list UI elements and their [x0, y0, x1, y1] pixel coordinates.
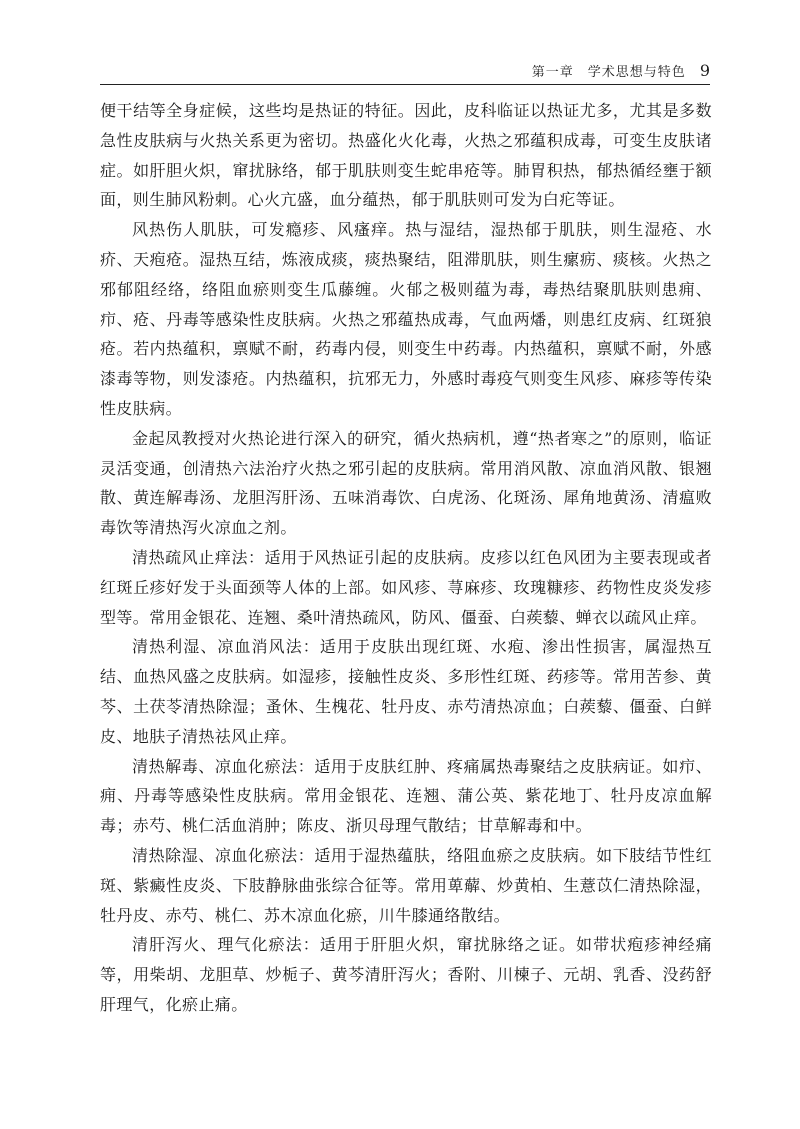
paragraph-method: 清热疏风止痒法：适用于风热证引起的皮肤病。皮疹以红色风团为主要表现或者红斑丘疹好发于头面颈等人体的上部。如风疹、荨麻疹、玫瑰糠疹、药物性皮炎发疹型等。常用金银花、连翘、桑叶清热疏风，防风、僵蚕、白蒺藜、蝉衣以疏风止痒。 — [100, 547, 712, 627]
chapter-title: 第一章 学术思想与特色 — [531, 65, 686, 80]
paragraph-method: 清热利湿、凉血消风法：适用于皮肤出现红斑、水疱、渗出性损害，属湿热互结、血热风盛之皮肤病。如湿疹，接触性皮炎、多形性红斑、药疹等。常用苦参、黄芩、土茯苓清热除湿；蚤休、生槐花、牡丹皮、赤芍清热凉血；白蒺藜、僵蚕、白鲜皮、地肤子清热祛风止痒。 — [100, 637, 712, 746]
paragraph: 风热伤人肌肤，可发瘾疹、风瘙痒。热与湿结，湿热郁于肌肤，则生湿疮、水疥、天疱疮。湿热互结，炼液成痰，痰热聚结，阻滞肌肤，则生瘰疬、痰核。火热之邪郁阻经络，络阻血瘀则变生瓜藤缠。火郁之极则蕴为毒，毒热结聚肌肤则患痈、疖、疮、丹毒等感染性皮肤病。火热之邪蕴热成毒，气血两燔，则患红皮病、红斑狼疮。若内热蕴积，禀赋不耐，药毒内侵，则变生中药毒。内热蕴积，禀赋不耐，外感漆毒等物，则发漆疮。内热蕴积，抗邪无力，外感时毒疫气则变生风疹、麻疹等传染性皮肤病。 — [100, 220, 712, 418]
paragraph-method: 清热解毒、凉血化瘀法：适用于皮肤红肿、疼痛属热毒聚结之皮肤病证。如疖、痈、丹毒等感染性皮肤病。常用金银花、连翘、蒲公英、紫花地丁、牡丹皮凉血解毒；赤芍、桃仁活血消肿；陈皮、浙贝母理气散结；甘草解毒和中。 — [100, 756, 712, 836]
body-text — [100, 96, 712, 1020]
paragraph-method: 清肝泻火、理气化瘀法：适用于肝胆火炽，窜扰脉络之证。如带状疱疹神经痛等，用柴胡、龙胆草、炒栀子、黄芩清肝泻火；香附、川楝子、元胡、乳香、没药舒肝理气，化瘀止痛。 — [100, 935, 712, 1014]
paragraph-continued: 便干结等全身症候，这些均是热证的特征。因此，皮科临证以热证尤多，尤其是多数急性皮肤病与火热关系更为密切。热盛化火化毒，火热之邪蕴积成毒，可变生皮肤诸症。如肝胆火炽，窜扰脉络，郁于肌肤则变生蛇串疮等。肺胃积热，郁热循经壅于额面，则生肺风粉刺。心火亢盛，血分蕴热，郁于肌肤则可发为白疕等证。 — [100, 101, 712, 210]
page-number: 9 — [699, 61, 710, 80]
paragraph-method: 清热除湿、凉血化瘀法：适用于湿热蕴肤，络阻血瘀之皮肤病。如下肢结节性红斑、紫癜性皮炎、下肢静脉曲张综合征等。常用萆薢、炒黄柏、生薏苡仁清热除湿，牡丹皮、赤芍、桃仁、苏木凉血化瘀，川牛膝通络散结。 — [100, 845, 712, 925]
paragraph: 金起凤教授对火热论进行深入的研究，循火热病机，遵“热者寒之”的原则，临证灵活变通，创清热六法治疗火热之邪引起的皮肤病。常用消风散、凉血消风散、银翘散、黄连解毒汤、龙胆泻肝汤、五味消毒饮、白虎汤、化斑汤、犀角地黄汤、清瘟败毒饮等清热泻火凉血之剂。 — [100, 428, 712, 538]
running-header — [100, 52, 710, 85]
